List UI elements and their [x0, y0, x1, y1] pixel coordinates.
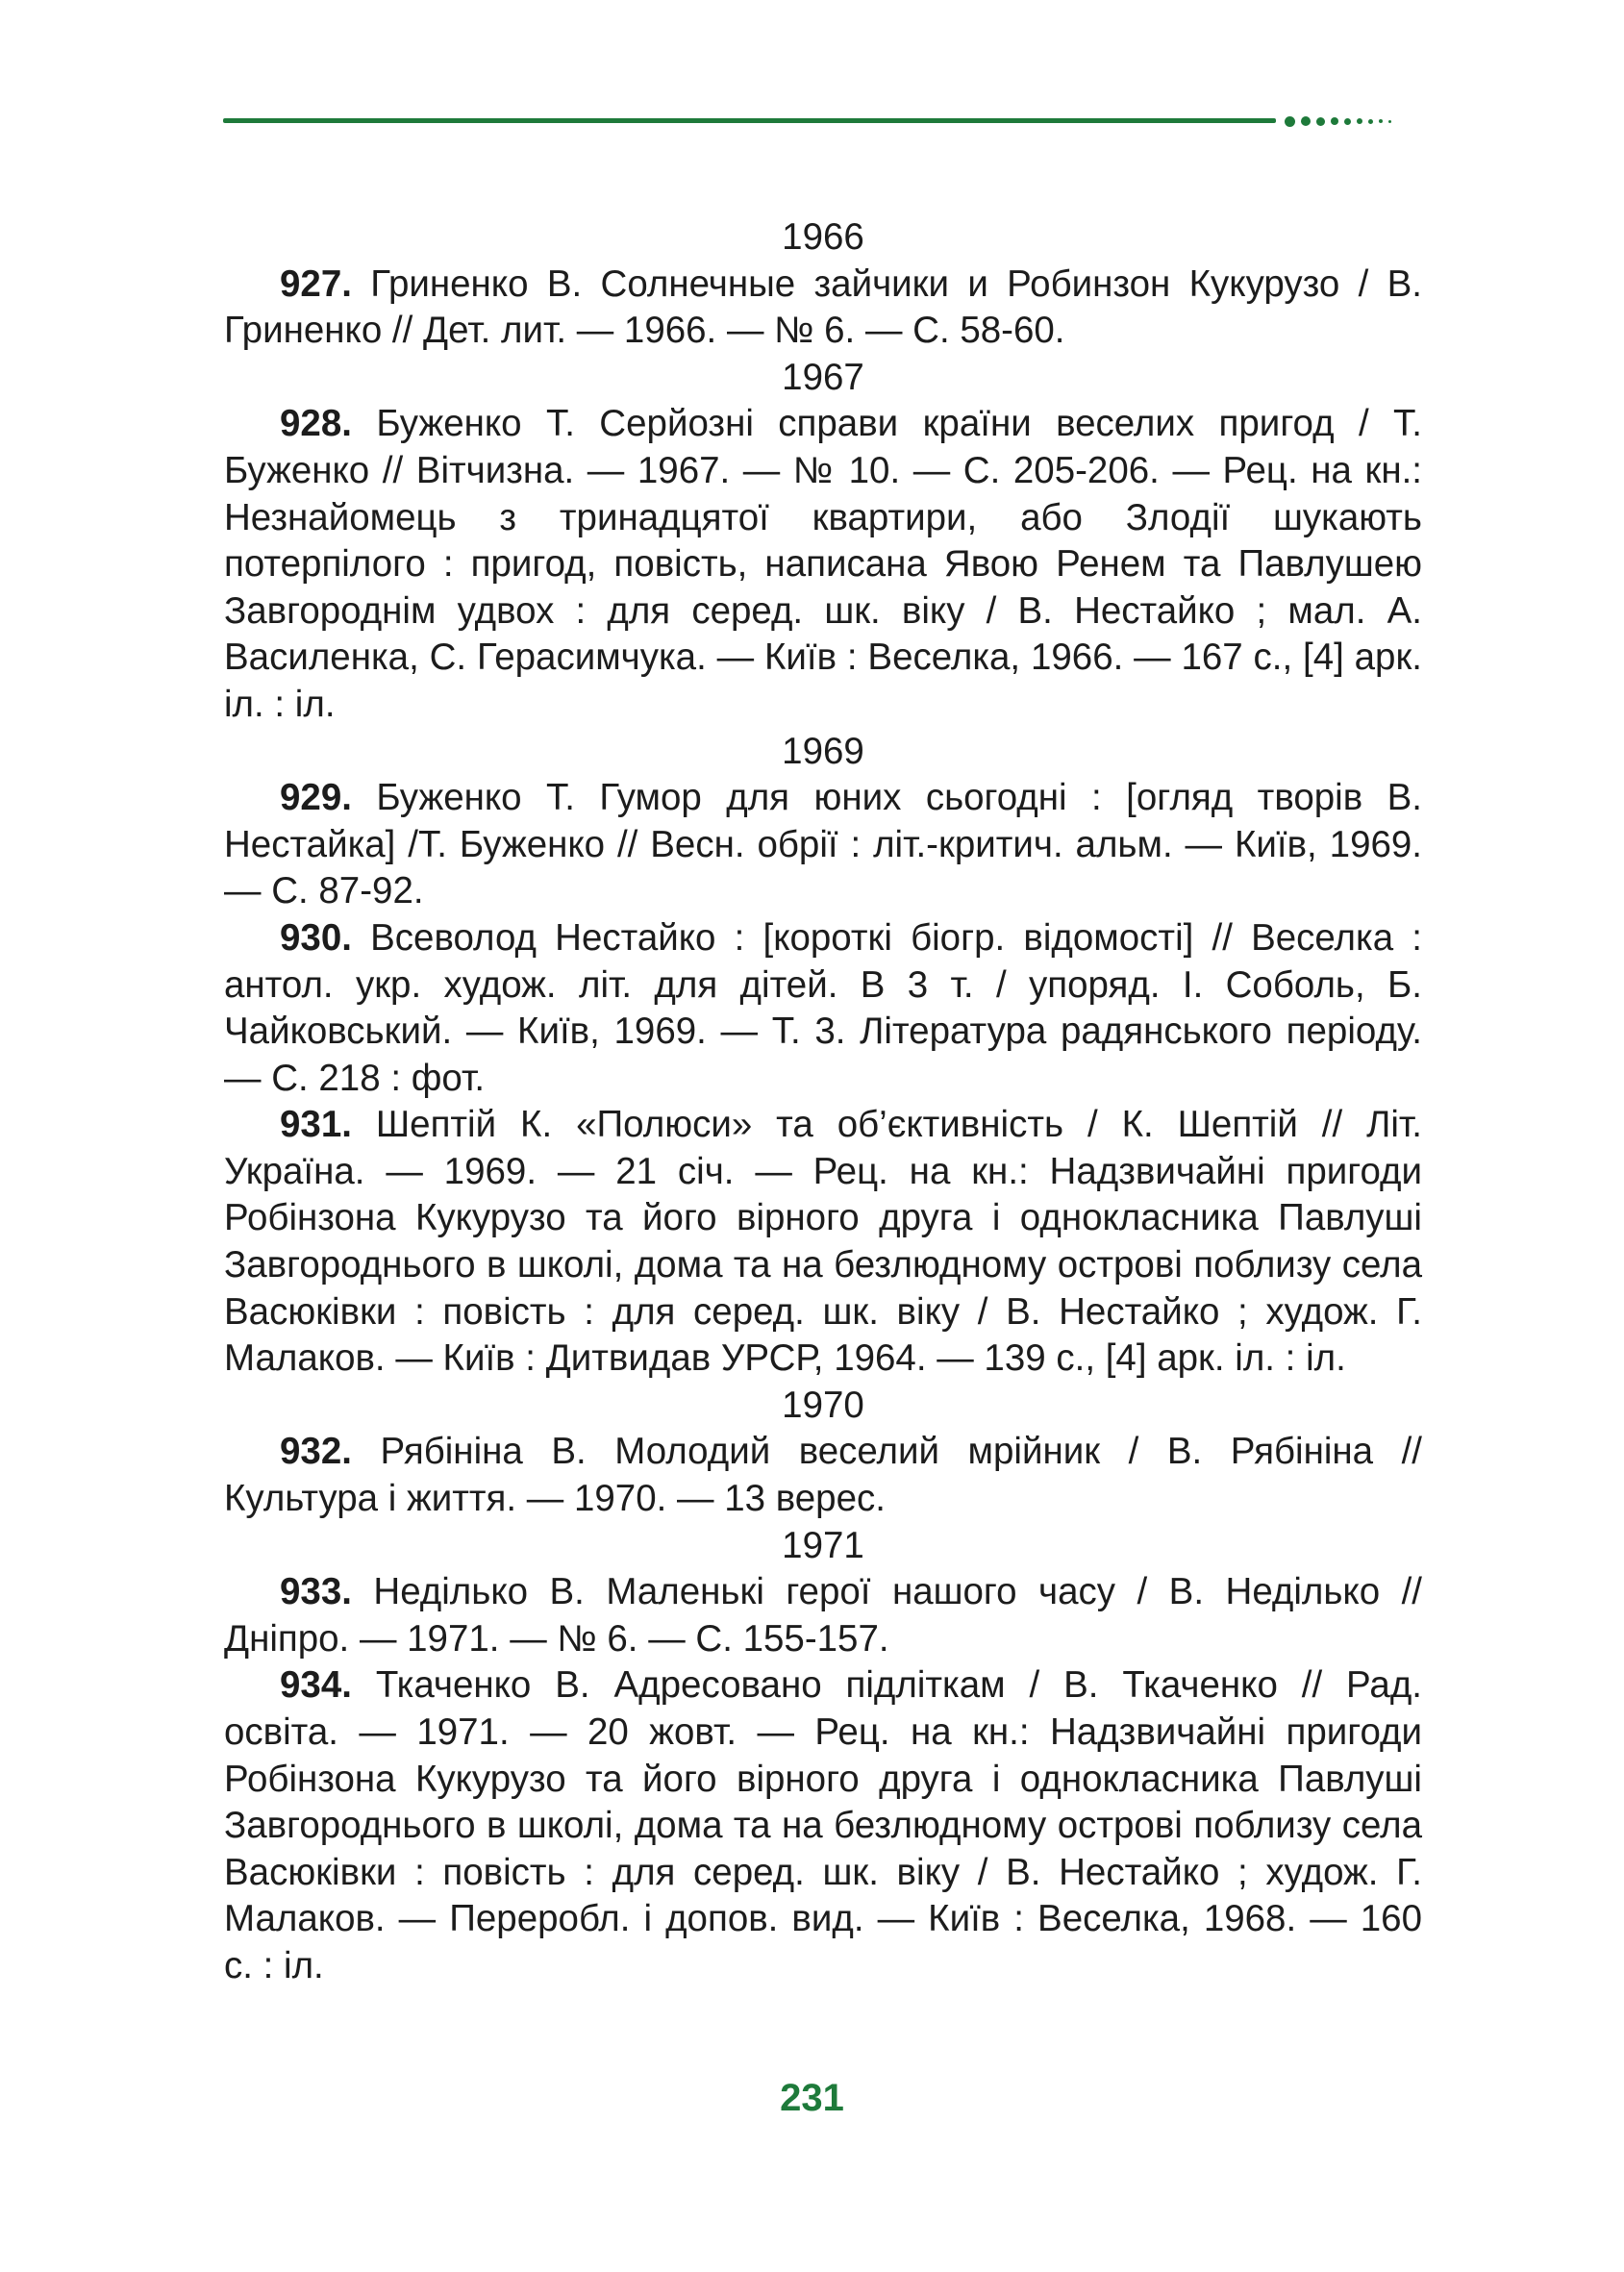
- year-section: [224, 729, 1422, 1383]
- entry-text: Неділько В. Маленькі герої нашого часу / В. Неділько // Дніпро. — 1971. — № 6. — С. 155-157.: [224, 1571, 1422, 1660]
- bibliography-entry: [224, 775, 1422, 915]
- header-dots-ornament: [1285, 113, 1391, 129]
- year-section: [224, 214, 1422, 355]
- entry-text: Шептій К. «Полюси» та об’єктивність / К. Шептій // Літ. Україна. — 1969. — 21 січ. — Рец. на кн.: Надзвичайні пригоди Робінзона Кукурузо та його вірного друга і однокласника Павлуші Завгороднього в школі, дома та на безлюдному острові поблизу села Васюківки : повість : для серед. шк. віку / В. Нестайко ; худож. Г. Малаков. — Київ : Дитвидав УРСР, 1964. — 139 с., [4] арк. іл. : іл.: [224, 1104, 1422, 1380]
- entry-number: 932.: [280, 1431, 352, 1473]
- bibliography-entry: [224, 262, 1422, 355]
- bibliography-entry: [224, 1569, 1422, 1662]
- bibliography-entry: [224, 915, 1422, 1102]
- header-rule: [223, 118, 1276, 123]
- year-heading: 1966: [782, 216, 864, 258]
- entry-number: 931.: [280, 1104, 352, 1146]
- entry-text: Гриненко В. Солнечные зайчики и Робинзон Кукурузо / В. Гриненко // Дет. лит. — 1966. — № 6. — С. 58-60.: [224, 262, 1422, 352]
- page-number: 231: [780, 2077, 844, 2119]
- entry-number: 929.: [280, 777, 352, 819]
- entry-text: Буженко Т. Серйозні справи країни веселих пригод / Т. Буженко // Вітчизна. — 1967. — № 10. — С. 205-206. — Рец. на кн.: Незнайомець з тринадцятої квартири, або Злодії шукають потерпілого : пригод, повість, написана Явою Ренем та Павлушею Завгороднім удвох : для серед. шк. віку / В. Нестайко ; мал. А. Василенка, С. Герасимчука. — Київ : Веселка, 1966. — 167 с., [4] арк. іл. : іл.: [224, 403, 1422, 725]
- year-section: [224, 355, 1422, 729]
- year-heading: 1967: [782, 356, 864, 398]
- entry-number: 933.: [280, 1571, 352, 1613]
- entry-number: 930.: [280, 916, 352, 959]
- bibliography-entry: [224, 1102, 1422, 1383]
- bibliography-entry: [224, 1429, 1422, 1522]
- year-heading: 1971: [782, 1524, 864, 1566]
- entry-number: 928.: [280, 403, 352, 445]
- bibliography-entry: [224, 401, 1422, 728]
- entry-text: Буженко Т. Гумор для юних сьогодні : [огляд творів В. Нестайка] /Т. Буженко // Весн. обрії : літ.-критич. альм. — Київ, 1969. — С. 87-92.: [224, 777, 1422, 912]
- bibliography-list: [224, 214, 1422, 1990]
- bibliography-entry: [224, 1662, 1422, 1989]
- entry-text: Ткаченко В. Адресовано підліткам / В. Ткаченко // Рад. освіта. — 1971. — 20 жовт. — Рец. на кн.: Надзвичайні пригоди Робінзона Кукурузо та його вірного друга і однокласника Павлуші Завгороднього в школі, дома та на безлюдному острові поблизу села Васюківки : повість : для серед. шк. віку / В. Нестайко ; худож. Г. Малаков. — Переробл. і допов. вид. — Київ : Веселка, 1968. — 160 с. : іл.: [224, 1664, 1422, 1986]
- entry-number: 927.: [280, 262, 352, 305]
- year-heading: 1969: [782, 730, 864, 772]
- entry-number: 934.: [280, 1664, 352, 1707]
- year-section: [224, 1523, 1422, 1990]
- year-heading: 1970: [782, 1384, 864, 1426]
- entry-text: Рябініна В. Молодий веселий мрійник / В. Рябініна // Культура і життя. — 1970. — 13 верес.: [224, 1431, 1422, 1520]
- entry-text: Всеволод Нестайко : [короткі біогр. відомості] // Веселка : антол. укр. худож. літ. для дітей. В 3 т. / упоряд. І. Соболь, Б. Чайковський. — Київ, 1969. — Т. 3. Література радянського періоду. — С. 218 : фот.: [224, 916, 1422, 1099]
- year-section: [224, 1383, 1422, 1523]
